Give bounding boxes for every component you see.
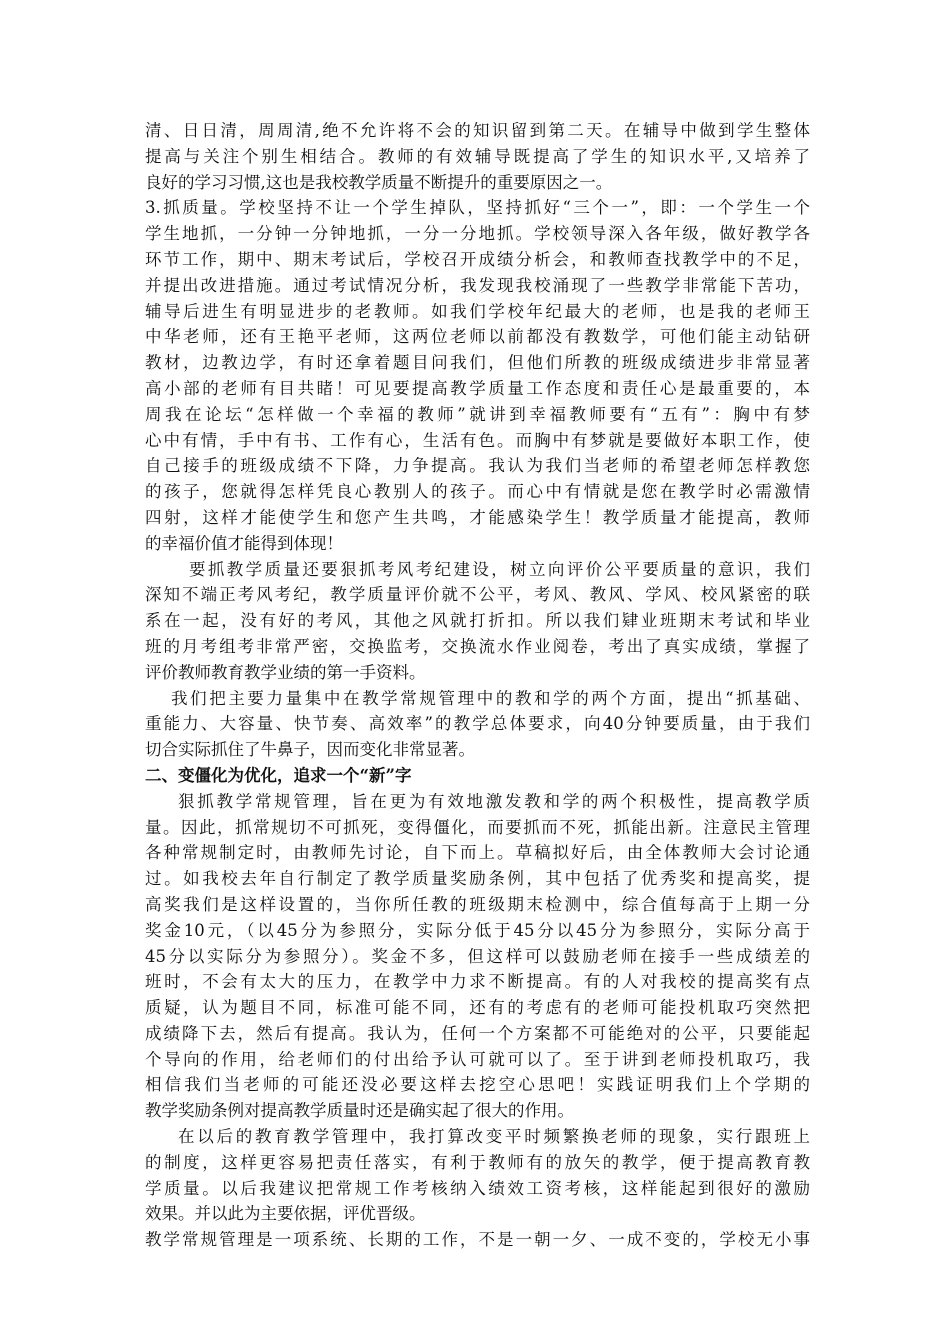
text-line: 各种常规制定时，由教师先讨论，自下而上。草稿拟好后，由全体教师大会讨论通: [145, 843, 810, 863]
text-line: 个导向的作用，给老师们的付出给予认可就可以了。至于讲到老师投机取巧，我: [145, 1049, 810, 1069]
text-line: 教学奖励条例对提高教学质量时还是确实起了很大的作用。: [145, 1101, 574, 1121]
text-line: 环节工作，期中、期末考试后，学校召开成绩分析会，和教师查找教学中的不足，: [145, 249, 810, 269]
text-line: 质疑，认为题目不同，标准可能不同，还有的考虑有的老师可能投机取巧突然把: [145, 998, 810, 1018]
text-line: 四射，这样才能使学生和您产生共鸣，才能感染学生！教学质量才能提高，教师: [145, 507, 810, 527]
text-line: 量。因此，抓常规切不可抓死，变得僵化，而要抓而不死，抓能出新。注意民主管理: [145, 817, 810, 837]
text-line: 高小部的老师有目共睹！可见要提高教学质量工作态度和责任心是最重要的，本: [145, 378, 810, 398]
text-line: 学生地抓，一分钟一分钟地抓，一分一分地抓。学校领导深入各年级，做好教学各: [145, 224, 810, 244]
text-line: 深知不端正考风考纪，教学质量评价就不公平，考风、教风、学风、校风紧密的联: [145, 585, 810, 605]
text-line: 班时，不会有太大的压力，在教学中力求不断提高。有的人对我校的提高奖有点: [145, 972, 810, 992]
text-line: 的制度，这样更容易把责任落实，有利于教师有的放矢的教学，便于提高教育教: [145, 1152, 810, 1172]
text-line: 高奖我们是这样设置的，当你所任教的班级期末检测中，综合值每高于上期一分: [145, 894, 810, 914]
text-line: 3.抓质量。学校坚持不让一个学生掉队，坚持抓好“三个一”，即：一个学生一个: [145, 198, 810, 218]
text-line: 中华老师，还有王艳平老师，这两位老师以前都没有教数学，可他们能主动钻研: [145, 327, 810, 347]
text-line: 切合实际抓住了牛鼻子，因而变化非常显著。: [145, 740, 475, 760]
text-line: 自己接手的班级成绩不下降，力争提高。我认为我们当老师的希望老师怎样教您: [145, 456, 810, 476]
text-line: 45分以实际分为参照分）。奖金不多，但这样可以鼓励老师在接手一些成绩差的: [145, 946, 810, 966]
text-line: 狠抓教学常规管理，旨在更为有效地激发教和学的两个积极性，提高教学质: [178, 791, 810, 811]
text-line: 系在一起，没有好的考风，其他之风就打折扣。所以我们肄业班期末考试和毕业: [145, 611, 810, 631]
text-line: 相信我们当老师的可能还没必要这样去挖空心思吧！实践证明我们上个学期的: [145, 1075, 810, 1095]
text-line: 教材，边教边学，有时还拿着题目问我们，但他们所教的班级成绩进步非常显著: [145, 353, 810, 373]
text-line: 心中有情，手中有书、工作有心，生活有色。而胸中有梦就是要做好本职工作，使: [145, 430, 810, 450]
text-line: 效果。并以此为主要依据，评优晋级。: [145, 1204, 426, 1224]
text-line: 奖金10元，（以45分为参照分，实际分低于45分以45分为参照分，实际分高于: [145, 920, 810, 940]
text-line: 在以后的教育教学管理中，我打算改变平时频繁换老师的现象，实行跟班上: [178, 1127, 810, 1147]
text-line: 班的月考组考非常严密，交换监考，交换流水作业阅卷，考出了真实成绩，掌握了: [145, 636, 810, 656]
text-line: 学质量。以后我建议把常规工作考核纳入绩效工资考核，这样能起到很好的激励: [145, 1178, 810, 1198]
section-heading: 二、变僵化为优化，追求一个“新”字: [145, 765, 412, 785]
text-line: 并提出改进措施。通过考试情况分析，我发现我校涌现了一些教学非常能下苦功，: [145, 275, 810, 295]
text-line: 我们把主要力量集中在教学常规管理中的教和学的两个方面，提出“抓基础、: [171, 688, 810, 708]
text-line: 的孩子，您就得怎样凭良心教别人的孩子。而心中有情就是您在教学时必需激情: [145, 482, 810, 502]
text-line: 教学常规管理是一项系统、长期的工作，不是一朝一夕、一成不变的，学校无小事: [145, 1230, 810, 1250]
text-line: 过。如我校去年自行制定了教学质量奖励条例，其中包括了优秀奖和提高奖，提: [145, 869, 810, 889]
text-line: 提高与关注个别生相结合。教师的有效辅导既提高了学生的知识水平,又培养了: [145, 146, 810, 166]
text-line: 的幸福价值才能得到体现！: [145, 533, 343, 553]
document-page: [145, 118, 810, 1253]
text-line: 良好的学习习惯,这也是我校教学质量不断提升的重要原因之一。: [145, 172, 613, 192]
text-line: 辅导后进生有明显进步的老教师。如我们学校年纪最大的老师，也是我的老师王: [145, 301, 810, 321]
text-line: 成绩降下去，然后有提高。我认为，任何一个方案都不可能绝对的公平，只要能起: [145, 1023, 810, 1043]
text-line: 周我在论坛“怎样做一个幸福的教师”就讲到幸福教师要有“五有”：胸中有梦: [145, 404, 810, 424]
text-line: 重能力、大容量、快节奏、高效率”的教学总体要求，向40分钟要质量，由于我们: [145, 714, 810, 734]
text-line: 清、日日清，周周清,绝不允许将不会的知识留到第二天。在辅导中做到学生整体: [145, 121, 810, 140]
text-line: 评价教师教育教学业绩的第一手资料。: [145, 662, 426, 682]
text-line: 要抓教学质量还要狠抓考风考纪建设，树立向评价公平要质量的意识，我们: [189, 559, 810, 579]
